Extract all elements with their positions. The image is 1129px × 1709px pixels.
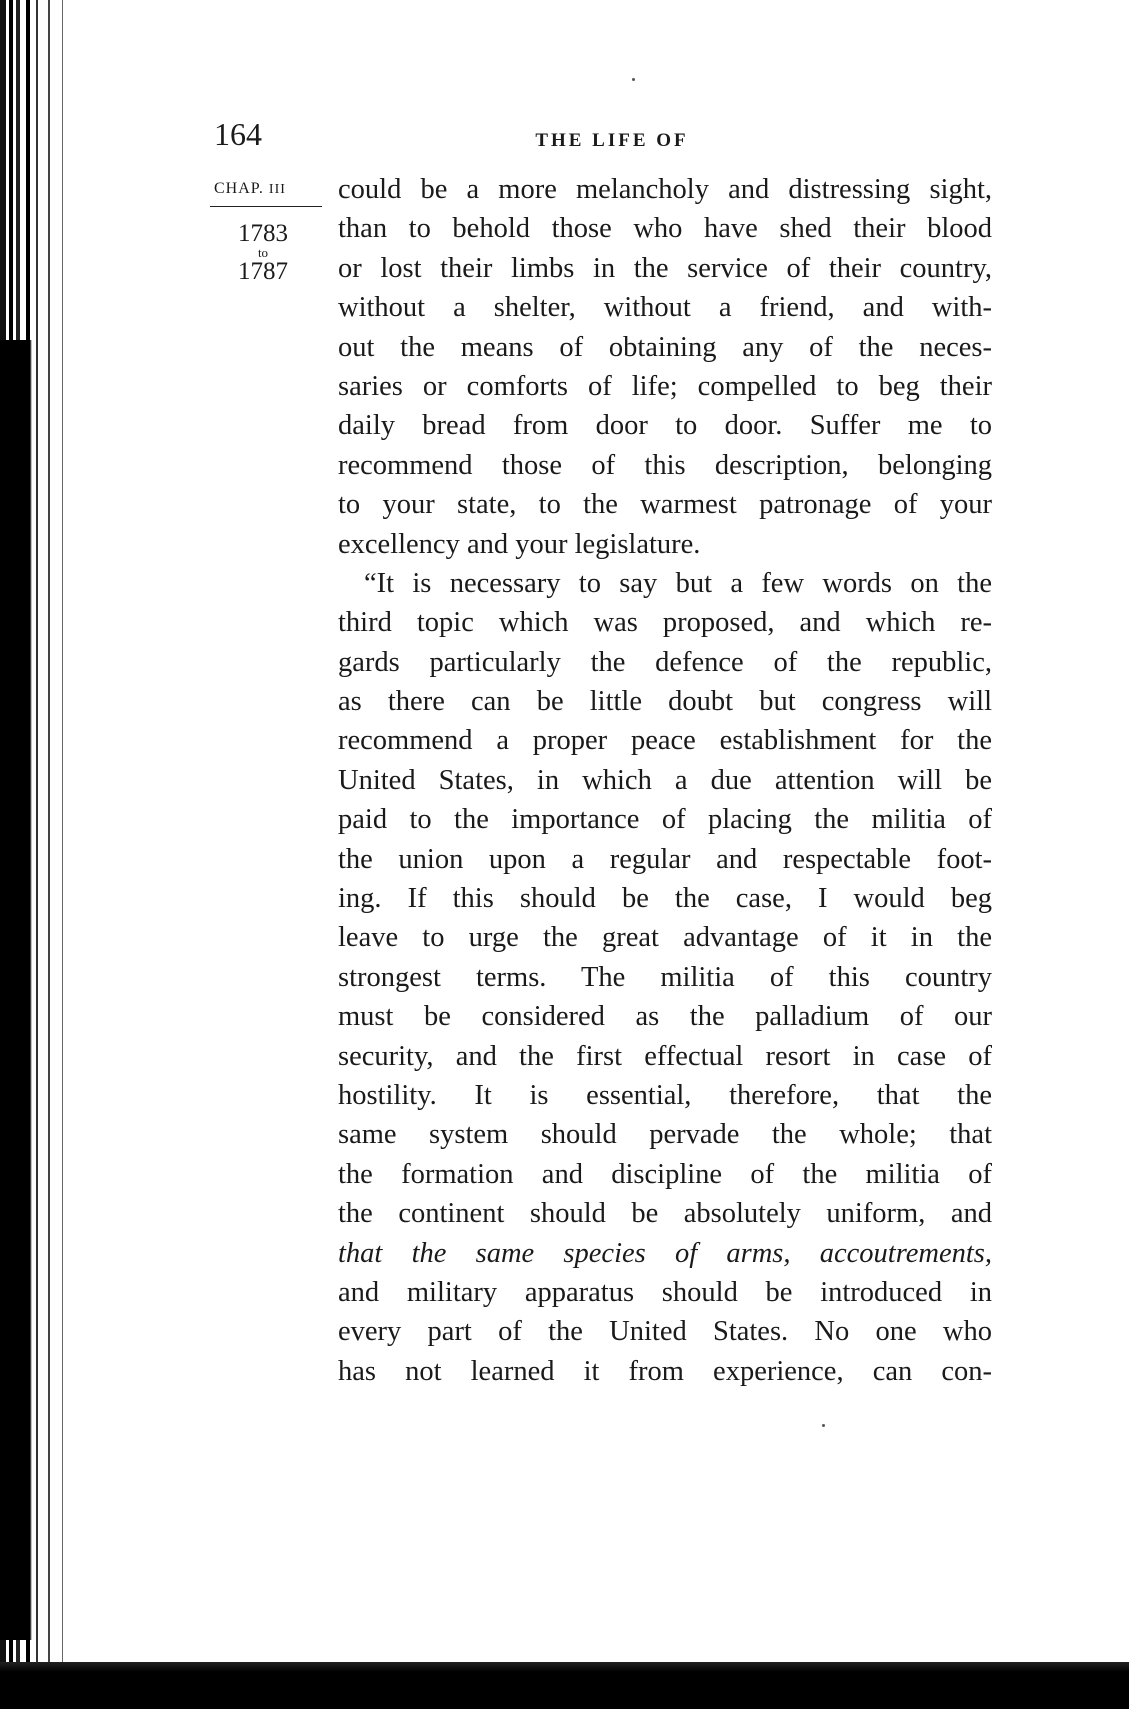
text-line: without a shelter, without a friend, and with- <box>338 292 992 324</box>
year-range <box>238 221 288 284</box>
scan-speck <box>822 1424 825 1427</box>
text-line: third topic which was proposed, and which re- <box>338 607 992 639</box>
year-end: 1787 <box>238 258 288 285</box>
text-line: must be considered as the palladium of our <box>338 1001 992 1033</box>
text-line: daily bread from door to door. Suffer me to <box>338 410 992 442</box>
text-line: saries or comforts of life; compelled to beg their <box>338 370 992 402</box>
text-line: “It is necessary to say but a few words on the <box>364 567 992 599</box>
paragraph-2 <box>338 564 992 1391</box>
margin-note <box>214 180 324 284</box>
text-line: same system should pervade the whole; that <box>338 1119 992 1151</box>
year-to: to <box>257 245 269 260</box>
text-line: the continent should be absolutely uniform, and <box>338 1198 992 1230</box>
text-line: every part of the United States. No one who <box>338 1316 992 1348</box>
text-line: that the same species of arms, accoutrements, <box>338 1237 992 1269</box>
chapter-number: III <box>268 182 286 197</box>
text-line: leave to urge the great advantage of it in the <box>338 922 992 954</box>
text-line: has not learned it from experience, can con- <box>338 1355 992 1387</box>
text-line: paid to the importance of placing the militia of <box>338 804 992 836</box>
text-line: and military apparatus should be introduced in <box>338 1276 992 1308</box>
margin-rule <box>210 206 322 207</box>
paragraph-1 <box>338 170 992 564</box>
page-number: 164 <box>214 116 262 152</box>
text-line: strongest terms. The militia of this country <box>338 961 992 993</box>
year-start: 1783 <box>238 220 288 247</box>
text-line: the union upon a regular and respectable foot- <box>338 843 992 875</box>
body-text <box>338 170 992 1391</box>
text-line: United States, in which a due attention will be <box>338 764 992 796</box>
chapter-word: CHAP. <box>214 180 264 197</box>
text-line: as there can be little doubt but congress will <box>338 686 992 718</box>
text-line: the formation and discipline of the militia of <box>338 1158 992 1190</box>
running-head: THE LIFE OF <box>535 130 689 151</box>
scan-bottom-edge <box>0 1662 1129 1709</box>
text-line: gards particularly the defence of the republic, <box>338 646 992 678</box>
scan-binding-shadow <box>0 340 32 1640</box>
text-line: hostility. It is essential, therefore, that the <box>338 1079 992 1111</box>
text-line: to your state, to the warmest patronage of your <box>338 489 992 521</box>
text-line: recommend those of this description, belonging <box>338 449 992 481</box>
text-line: out the means of obtaining any of the neces- <box>338 331 992 363</box>
text-line: security, and the first effectual resort in case of <box>338 1040 992 1072</box>
text-line: excellency and your legislature. <box>338 528 701 560</box>
text-line: or lost their limbs in the service of their country, <box>338 252 992 284</box>
chapter-label <box>214 180 324 198</box>
text-line: ing. If this should be the case, I would beg <box>338 883 992 915</box>
text-line: could be a more melancholy and distressing sight, <box>338 174 992 205</box>
text-line: than to behold those who have shed their blood <box>338 213 992 245</box>
scan-speck <box>632 78 635 81</box>
text-line: recommend a proper peace establishment for the <box>338 725 992 757</box>
